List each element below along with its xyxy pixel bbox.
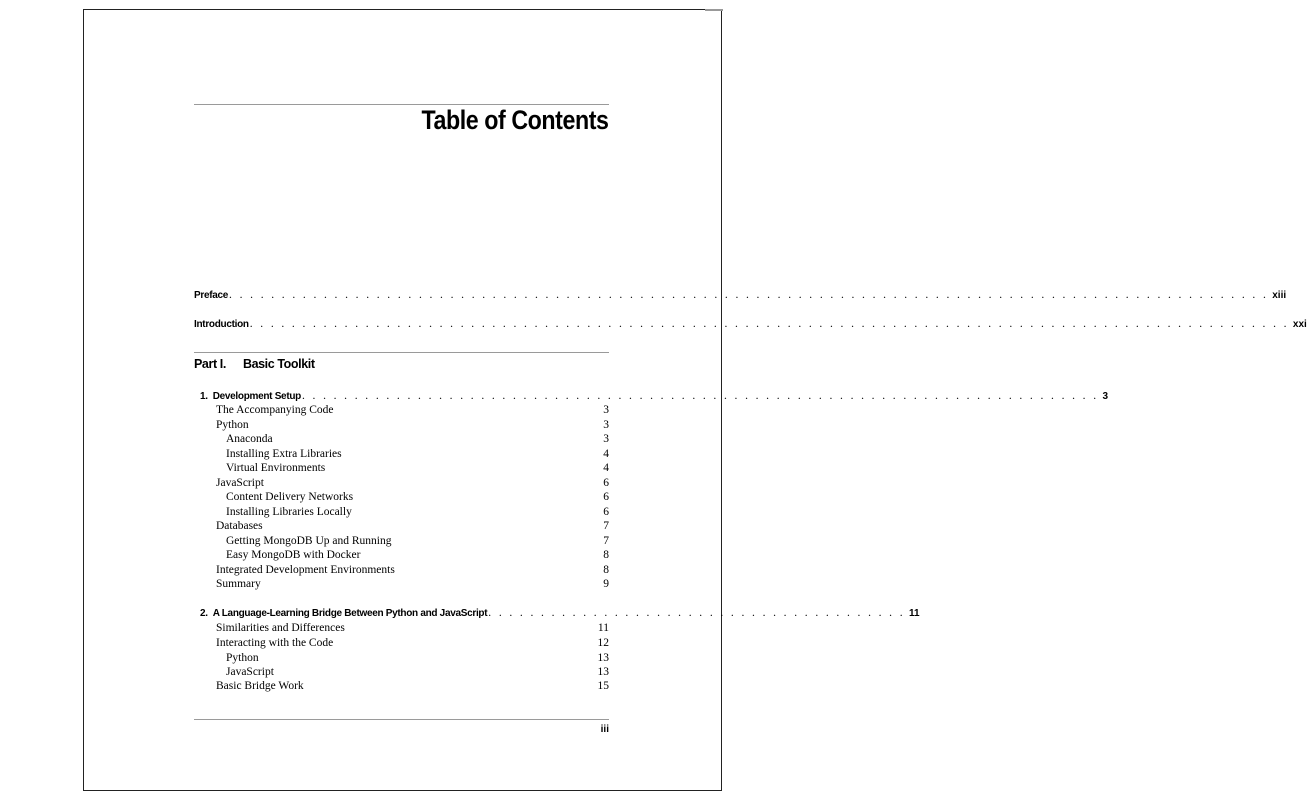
toc-entry-label: Preface: [194, 290, 229, 301]
toc-subsection[interactable]: [226, 447, 609, 461]
section-page: 15: [597, 680, 609, 692]
toc-entry-page: xxi: [1292, 319, 1307, 330]
section-label: Databases: [216, 520, 263, 532]
section-page: 6: [603, 491, 609, 503]
section-label: Getting MongoDB Up and Running: [226, 535, 392, 547]
dot-leader: . . . . . . . . . . . . . . . . . . . . . . . . . . . . . . . . . . . . . . . . . . . . . . . . . . . . . . . . . . . . . . . . . . . . . . . . . . . . . . . . . . . . . . . . . . . . . . . . . . .: [249, 318, 1289, 330]
section-label: Python: [226, 652, 259, 664]
section-page: 8: [603, 564, 609, 576]
chapter-page: 3: [1102, 391, 1109, 402]
part-heading: [194, 357, 315, 371]
section-page: 13: [597, 666, 609, 678]
toc-section[interactable]: [216, 577, 609, 591]
section-page: 4: [603, 462, 609, 474]
section-page: 13: [597, 652, 609, 664]
section-page: 6: [603, 506, 609, 518]
section-label: Easy MongoDB with Docker: [226, 549, 361, 561]
section-page: 3: [603, 404, 609, 416]
section-label: JavaScript: [226, 666, 274, 678]
toc-section[interactable]: [216, 621, 609, 635]
section-page: 6: [603, 477, 609, 489]
section-page: 4: [603, 448, 609, 460]
toc-subsection[interactable]: [226, 548, 609, 562]
toc-section[interactable]: [216, 476, 609, 490]
toc-section[interactable]: [216, 679, 609, 693]
page-corner-mark: [705, 9, 723, 11]
toc-entry-preface[interactable]: [194, 288, 1287, 303]
dot-leader: . . . . . . . . . . . . . . . . . . . . . . . . . . . . . . . . . . . . . . . . . . . . . . . . . . . . . . . . . . . . . . . . . . . . . . . . . . . .: [301, 390, 1099, 402]
toc-section[interactable]: [216, 403, 609, 417]
toc-entry-page: xiii: [1272, 290, 1287, 301]
page-title: Table of Contents: [420, 105, 608, 135]
section-label: The Accompanying Code: [216, 404, 334, 416]
section-page: 9: [603, 578, 609, 590]
toc-subsection[interactable]: [226, 534, 609, 548]
chapter-number: 1.: [200, 391, 208, 402]
toc-subsection[interactable]: [226, 432, 609, 446]
chapter-number: 2.: [200, 608, 208, 619]
section-page: 7: [603, 535, 609, 547]
toc-section[interactable]: [216, 519, 609, 533]
toc-subsection[interactable]: [226, 490, 609, 504]
section-label: Basic Bridge Work: [216, 680, 304, 692]
toc-subsection[interactable]: [226, 461, 609, 475]
toc-subsection[interactable]: [226, 651, 609, 665]
toc-chapter-2[interactable]: [200, 606, 920, 621]
toc-section[interactable]: [216, 636, 609, 650]
toc-subsection[interactable]: [226, 505, 609, 519]
section-label: Python: [216, 419, 249, 431]
dot-leader: . . . . . . . . . . . . . . . . . . . . . . . . . . . . . . . . . . . . . . . . . . . . . . . . . . . . . . . . . . . . . . . . . . . . . . . . . . . . . . . . . . . . . . . . . . . . . . . . . . .: [229, 289, 1269, 301]
toc-subsection[interactable]: [226, 665, 609, 679]
part-number: Part I.: [194, 357, 226, 371]
chapter-page: 11: [909, 608, 920, 619]
toc-entry-label: Introduction: [194, 319, 249, 330]
section-label: Summary: [216, 578, 261, 590]
section-page: 11: [597, 622, 609, 634]
page-number: iii: [600, 724, 609, 735]
section-page: 3: [603, 419, 609, 431]
toc-section[interactable]: [216, 563, 609, 577]
section-page: 3: [603, 433, 609, 445]
section-label: Virtual Environments: [226, 462, 326, 474]
section-label: Similarities and Differences: [216, 622, 345, 634]
dot-leader: . . . . . . . . . . . . . . . . . . . . . . . . . . . . . . . . . . . . . . . .: [488, 607, 906, 619]
section-label: Interacting with the Code: [216, 637, 334, 649]
section-page: 8: [603, 549, 609, 561]
section-label: Content Delivery Networks: [226, 491, 354, 503]
toc-section[interactable]: [216, 418, 609, 432]
section-label: Installing Libraries Locally: [226, 506, 352, 518]
chapter-title: A Language-Learning Bridge Between Python and JavaScript: [212, 608, 488, 619]
section-label: JavaScript: [216, 477, 264, 489]
toc-chapter-1[interactable]: [200, 389, 1109, 404]
toc-entry-introduction[interactable]: [194, 317, 1307, 332]
section-label: Anaconda: [226, 433, 273, 445]
section-label: Installing Extra Libraries: [226, 448, 342, 460]
part-title: Basic Toolkit: [242, 357, 315, 371]
part-rule: [194, 352, 609, 353]
chapter-title: Development Setup: [212, 391, 301, 402]
section-label: Integrated Development Environments: [216, 564, 395, 576]
section-page: 12: [597, 637, 609, 649]
footer-rule: [194, 719, 609, 720]
section-page: 7: [603, 520, 609, 532]
